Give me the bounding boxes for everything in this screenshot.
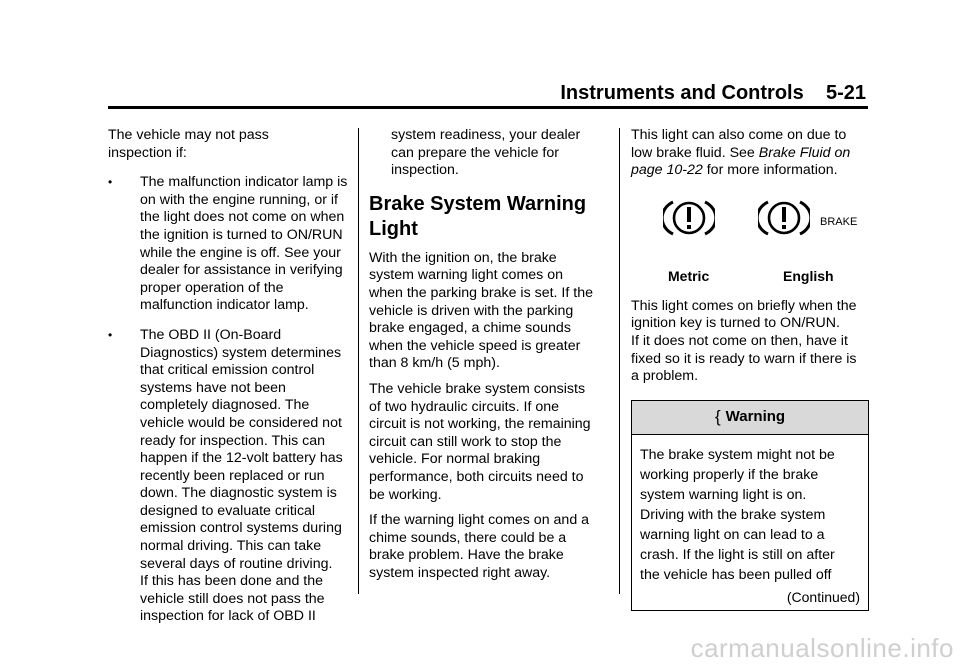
metric-caption: Metric bbox=[668, 267, 710, 284]
text-line: a problem. bbox=[631, 368, 699, 385]
paragraph bbox=[631, 298, 871, 386]
watermark: carmanualsonline.info bbox=[690, 633, 954, 663]
text-line: If this has been done and the bbox=[140, 573, 324, 590]
symbol-captions bbox=[631, 268, 871, 290]
text-line: The malfunction indicator lamp is bbox=[140, 174, 348, 191]
text-line: the light does not come on when bbox=[140, 209, 345, 226]
text-line: completely diagnosed. The bbox=[140, 397, 310, 414]
text-line: inspection. bbox=[391, 162, 459, 179]
column-divider-1 bbox=[358, 128, 359, 594]
text-line: Diagnostics) system determines bbox=[140, 344, 342, 361]
text-line: of two hydraulic circuits. If one bbox=[369, 398, 560, 415]
text-line: If the warning light comes on and a bbox=[369, 512, 590, 529]
text-line: vehicle still does not pass the bbox=[140, 590, 325, 607]
text-line: warning light on can lead to a bbox=[640, 526, 825, 543]
cross-reference-page: page 10-22 bbox=[631, 162, 703, 179]
paragraph bbox=[369, 250, 607, 373]
text-line: Driving with the brake system bbox=[640, 506, 826, 523]
text-line: working properly if the brake bbox=[640, 466, 819, 483]
text-line: systems have not been bbox=[140, 379, 286, 396]
text-line: vehicle would be considered not bbox=[140, 414, 342, 431]
paragraph bbox=[369, 381, 607, 504]
text-line: than 8 km/h (5 mph). bbox=[369, 355, 500, 372]
text-line bbox=[631, 162, 871, 180]
intro-line: The vehicle may not pass bbox=[108, 127, 269, 143]
heading-line: Light bbox=[369, 217, 418, 240]
warning-header bbox=[632, 401, 868, 435]
text-span: for more information. bbox=[702, 162, 838, 179]
text-line: performance, both circuits need to bbox=[369, 468, 584, 485]
text-line: system warning light comes on bbox=[369, 267, 563, 284]
text-line: ready for inspection. This can bbox=[140, 432, 326, 449]
text-line: down. The diagnostic system is bbox=[140, 485, 337, 502]
brake-warning-icon bbox=[663, 196, 715, 240]
text-line: brake engaged, a chime sounds bbox=[369, 320, 571, 337]
column-3 bbox=[631, 127, 871, 611]
english-caption: English bbox=[783, 267, 834, 284]
text-line: the vehicle has been pulled off bbox=[640, 566, 832, 583]
text-line: normal driving. This can take bbox=[140, 538, 322, 555]
text-line: emission control systems during bbox=[140, 520, 342, 537]
warning-body bbox=[632, 435, 868, 589]
text-line: dealer for assistance in verifying bbox=[140, 262, 343, 279]
text-line: The vehicle brake system consists bbox=[369, 380, 586, 397]
brake-symbols bbox=[631, 196, 871, 268]
warning-title: Warning bbox=[725, 408, 786, 426]
bullet-dot-icon: • bbox=[108, 175, 113, 190]
text-line: This light comes on briefly when the bbox=[631, 297, 857, 314]
text-line: system warning light is on. bbox=[640, 486, 807, 503]
text-line: ignition key is turned to ON/RUN. bbox=[631, 315, 840, 332]
text-line: when the vehicle speed is greater bbox=[369, 337, 581, 354]
text-line: The brake system might not be bbox=[640, 446, 835, 463]
text-line: circuit is not working, the remaining bbox=[369, 416, 591, 433]
text-line: that critical emission control bbox=[140, 362, 315, 379]
cross-reference: Brake Fluid on bbox=[758, 144, 851, 161]
text-line: This light can also come on due to bbox=[631, 127, 847, 143]
text-line: when the parking brake is set. If the bbox=[369, 284, 593, 301]
text-line: several days of routine driving. bbox=[140, 555, 333, 572]
text-line: be working. bbox=[369, 486, 442, 503]
page-number: 5-21 bbox=[825, 82, 866, 104]
text-line: malfunction indicator lamp. bbox=[140, 297, 309, 314]
text-line: The OBD II (On-Board bbox=[140, 326, 282, 343]
warning-box bbox=[631, 400, 869, 612]
text-line: recently been replaced or run bbox=[140, 467, 325, 484]
text-line: fixed so it is ready to warn if there is bbox=[631, 350, 857, 367]
text-line: vehicle. For normal braking bbox=[369, 451, 541, 468]
header-rule bbox=[108, 106, 868, 109]
paragraph bbox=[631, 127, 871, 180]
warning-triangle-icon: { bbox=[714, 407, 721, 427]
column-1 bbox=[108, 127, 350, 626]
text-line: vehicle is driven with the parking bbox=[369, 302, 574, 319]
bullet-dot-icon: • bbox=[108, 327, 113, 342]
text-span: low brake fluid. See bbox=[631, 144, 759, 161]
column-divider-2 bbox=[619, 128, 620, 594]
text-line: brake problem. Have the brake bbox=[369, 547, 564, 564]
text-line: while the engine is off. See your bbox=[140, 244, 341, 261]
text-line: system inspected right away. bbox=[369, 564, 551, 581]
text-line: inspection for lack of OBD II bbox=[140, 608, 316, 625]
text-line: circuit can still work to stop the bbox=[369, 433, 562, 450]
text-line: crash. If the light is still on after bbox=[640, 546, 835, 563]
continued-bullet bbox=[369, 127, 607, 180]
page-header bbox=[560, 82, 866, 105]
text-line: can prepare the vehicle for bbox=[391, 144, 559, 161]
bullet-item-2 bbox=[108, 327, 350, 626]
intro-line: inspection if: bbox=[108, 144, 187, 161]
text-line bbox=[631, 145, 871, 163]
text-line: With the ignition on, the brake bbox=[369, 249, 557, 266]
bullet-item-1 bbox=[108, 174, 350, 315]
text-line: the ignition is turned to ON/RUN bbox=[140, 226, 343, 243]
text-line: chime sounds, there could be a bbox=[369, 529, 567, 546]
text-line: happen if the 12-volt battery has bbox=[140, 450, 343, 467]
brake-warning-icon bbox=[758, 196, 810, 240]
brake-label: BRAKE bbox=[820, 215, 858, 228]
column-2 bbox=[369, 127, 607, 590]
heading-line: Brake System Warning bbox=[369, 192, 587, 215]
text-line: on with the engine running, or if bbox=[140, 191, 338, 208]
continued-note: (Continued) bbox=[786, 588, 860, 605]
text-line: proper operation of the bbox=[140, 279, 284, 296]
section-title: Instruments and Controls bbox=[560, 82, 804, 104]
paragraph bbox=[369, 512, 607, 582]
text-line: system readiness, your dealer bbox=[391, 127, 581, 143]
text-line: designed to evaluate critical bbox=[140, 502, 316, 519]
section-heading bbox=[369, 192, 607, 242]
text-line: If it does not come on then, have it bbox=[631, 332, 848, 349]
